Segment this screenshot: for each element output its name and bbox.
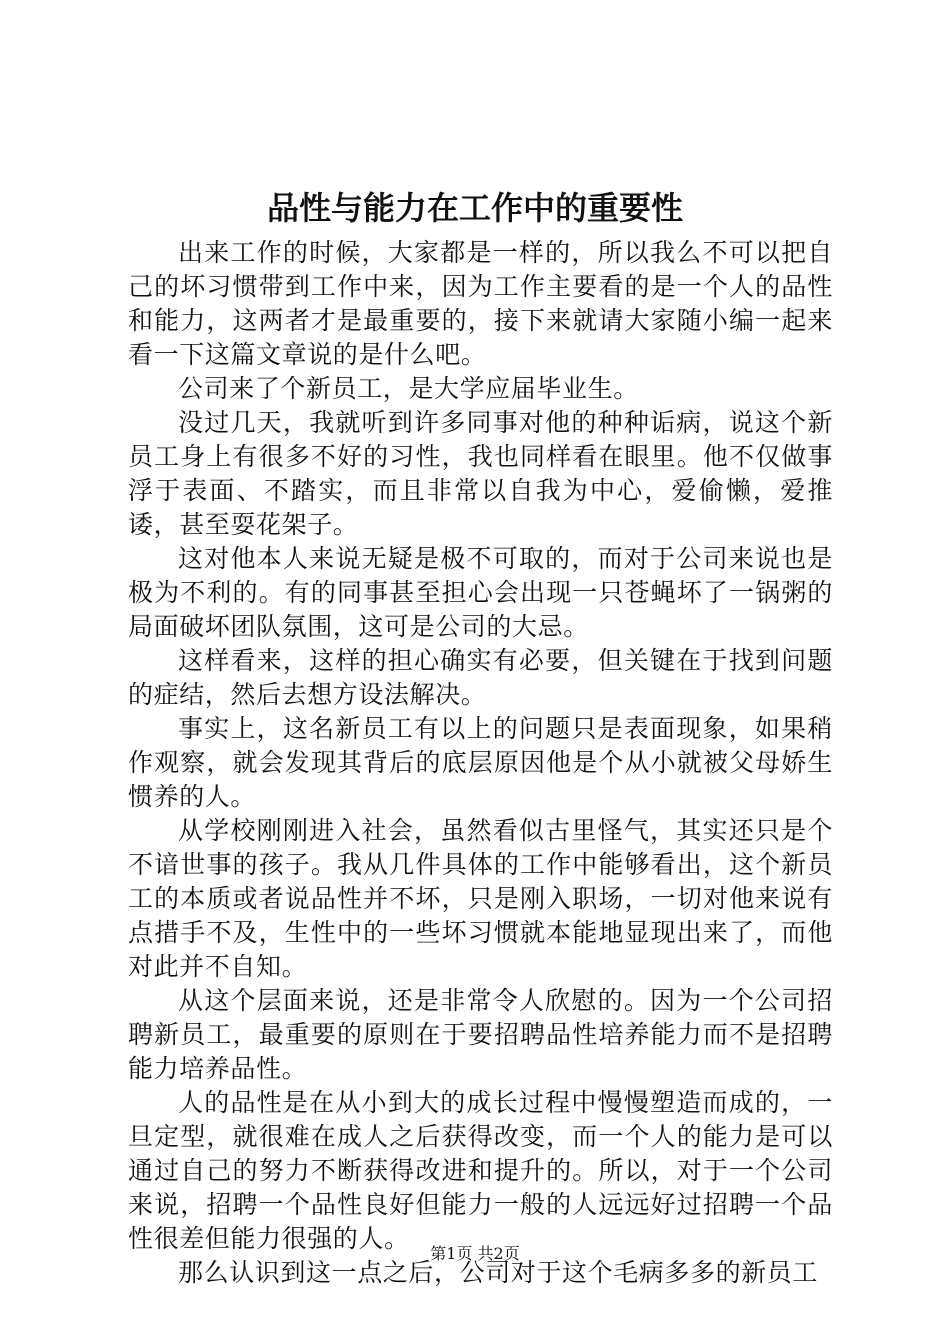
paragraph: 人的品性是在从小到大的成长过程中慢慢塑造而成的，一旦定型，就很难在成人之后获得改变，而一个人的能力是可以通过自己的努力不断获得改进和提升的。所以，对于一个公司来说，招聘一个品性良好但能力一般的人远远好过招聘一个品性很差但能力很强的人。 (128, 1088, 833, 1253)
document-title: 品性与能力在工作中的重要性 (266, 189, 683, 227)
paragraph: 没过几天，我就听到许多同事对他的种种诟病，说这个新员工身上有很多不好的习性，我也同样看在眼里。他不仅做事浮于表面、不踏实，而且非常以自我为中心，爱偷懒，爱推诿，甚至耍花架子。 (128, 408, 833, 539)
document-body (128, 236, 833, 1290)
paragraph: 公司来了个新员工，是大学应届毕业生。 (178, 374, 639, 403)
paragraph: 从这个层面来说，还是非常令人欣慰的。因为一个公司招聘新员工，最重要的原则在于要招聘品性培养能力而不是招聘能力培养品性。 (128, 986, 833, 1083)
paragraph: 这样看来，这样的担心确实有必要，但关键在于找到问题的症结，然后去想方设法解决。 (128, 646, 833, 709)
page-footer: 第1页 共2页 (430, 1244, 520, 1263)
paragraph: 事实上，这名新员工有以上的问题只是表面现象，如果稍作观察，就会发现其背后的底层原因他是个从小就被父母娇生惯养的人。 (128, 714, 833, 811)
paragraph: 这对他本人来说无疑是极不可取的，而对于公司来说也是极为不利的。有的同事甚至担心会出现一只苍蝇坏了一锅粥的局面破坏团队氛围，这可是公司的大忌。 (128, 544, 833, 641)
paragraph: 从学校刚刚进入社会，虽然看似古里怪气，其实还只是个不谙世事的孩子。我从几件具体的工作中能够看出，这个新员工的本质或者说品性并不坏，只是刚入职场，一切对他来说有点措手不及，生性中的一些坏习惯就本能地显现出来了，而他对此并不自知。 (128, 816, 833, 981)
paragraph: 出来工作的时候，大家都是一样的，所以我么不可以把自己的坏习惯带到工作中来，因为工作主要看的是一个人的品性和能力，这两者才是最重要的，接下来就请大家随小编一起来看一下这篇文章说的是什么吧。 (128, 238, 833, 369)
paragraph: 那么认识到这一点之后，公司对于这个毛病多多的新员工 (178, 1258, 819, 1287)
